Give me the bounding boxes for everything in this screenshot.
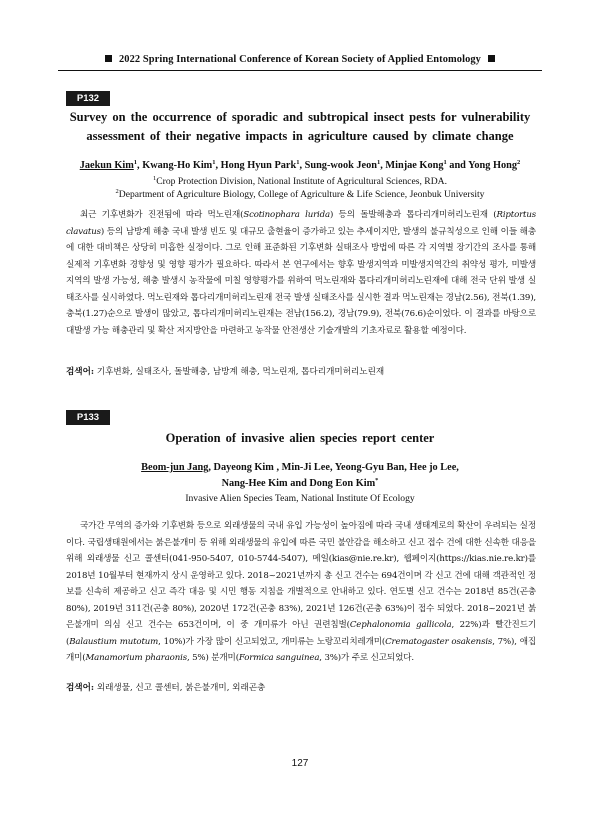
body-text: 국가간 무역의 증가와 기후변화 등으로 외래생물의 국내 유입 가능성이 높아짐에 따라 국내 생태계로의 확산이 우려되는 실정이다. 국립생태원에서는 붉은불개미 등 위해 외래생물의 유입에 따른 국민 불안감을 해소하고 신고 접수 건에 대한 신속한 대응을 위해 외래생물 신고 콜센터(041-950-5407, 010-5744-5407), 메일(kias@nie.re.kr), 웹페이지(https://kias.nie.re.kr)를 2018년 10월부터 현재까지 상시 운영하고 있다. 2018~2021년까지 총 신고 건수는 694건이며 각 신고 건에 대해 객관적인 정보를 신속히 제공하고 신고 즉각 대응 및 시민 행동 지침을 개별적으로 안내하고 있다. 연도별 신고 건수는 2018년 85건(곤충 80%), 2019년 311건(곤충 80%), 2020년 172건(곤충 83%), 2021년 126건(곤충 63%)이 접수 되었다. 2018~2021년 붉은불개미 의심 신고 건수는 653건이며, 이 중 개미류가 아닌 권련침벌( [66,521,536,630]
author-name: Beom-jun Jang [141,462,209,473]
author-line [58,476,542,492]
affiliation-text: Invasive Alien Species Team, National Institute Of Ecology [185,493,415,504]
author-list [58,460,542,492]
author-name: Dayeong Kim [213,462,274,473]
body-text: , 10%)가 가장 많이 신고되었고, 개미류는 노랑꼬리치레개미( [158,636,386,647]
abstract-body [66,207,536,339]
keywords-line [66,365,536,377]
affiliation-line [58,188,542,201]
square-bullet-icon [105,55,112,62]
species-name: Balaustium mutotum [69,636,159,647]
affiliation-list [58,492,542,505]
author-list: Jaekun Kim$^1$, Kwang-Ho Kim$^1$, Hong Hyun Park$^1$, Sung-wook Jeon$^1$, Minjae Kong$^1$ and Yong Hong$^2$ [79,159,521,171]
body-text: 최근 기후변화가 진전됨에 따라 먹노린재( [80,210,244,220]
conference-header [58,54,542,65]
page-number: 127 [291,758,309,769]
abstract-title [58,429,542,448]
author-sup: 2 [517,159,521,166]
author-name: Yong Hong [468,160,518,171]
author-sup: 1 [133,159,138,166]
keywords-text: 기후변화, 실태조사, 돌발해충, 남방계 해충, 먹노린재, 톱다리개미허리노린재 [96,367,385,377]
author-name: Minjae Kong [385,160,444,171]
species-name: Scotinophara lurida [243,210,330,220]
affiliation-line [58,492,542,505]
author-sup: 1 [212,159,216,166]
author-sup: 1 [377,159,381,166]
conference-title: 2022 Spring International Conference of Korean Society of Applied Entomology [119,54,481,65]
keywords-text: 외래생물, 신고 콜센터, 붉은불개미, 외래곤충 [96,683,266,693]
body-text: ) 등의 돌발해충과 톱다리개미허리노린재 ( [329,210,497,220]
author-name: Kwang-Ho Kim [142,160,213,171]
author-name: Jaekun Kim [79,160,134,171]
species-name: Cephalonomia gallicola [349,620,452,630]
author-line: Beom-jun Jang, Dayeong Kim , Min-Ji Lee, Yeong-Gyu Ban, Hee jo Lee, [141,462,459,473]
species-name: Formica sanguinea [238,653,320,663]
body-text: , 5%) 분개미( [186,653,239,663]
author-name: Hong Hyun Park [220,160,297,171]
abstract-title [58,108,542,146]
header-rule [58,70,542,71]
affiliation-list [58,175,542,201]
affiliation-sup: 2 [115,188,119,195]
affiliation-text: Department of Agriculture Biology, College of Agriculture & Life Science, Jeonbuk University [118,189,485,200]
author-name: Hee jo Lee [409,462,457,473]
affiliation-text: Crop Protection Division, National Institute of Agricultural Sciences, RDA. [156,176,447,187]
author-name: Yeong-Gyu Ban [334,462,405,473]
author-sup: 1 [443,159,447,166]
abstract-title-line: Operation of invasive alien species report center [165,431,435,445]
author-sup: * [375,477,379,484]
author-sup: 1 [296,159,300,166]
abstract-id-badge: P132 [66,91,110,106]
author-name: Min-Ji Lee [281,462,330,473]
body-text: ) 등의 남방계 해충 국내 발생 빈도 및 대규모 출현율이 증가하고 있는 추세이지만, 발생의 불규칙성으로 인해 이들 해충에 대한 대비책은 상당히 미흡한 실정이다. 그로 인해 표준화된 기후변화 실태조사 방법에 따른 각 지역별 장기간의 조사를 통해 실제적 기후변화 경향성 및 영향 평가가 필요하다. 따라서 본 연구에서는 향후 발생지역과 미발생지역간의 취약성 평가, 미발생 지역의 발생 가능성, 해충 발생시 농작물에 미칠 영향평가를 위하여 먹노린재와 톱다리개미허리노린재에 대해 전국 단위 발생 실태조사를 실시하였다. 먹노린재와 톱다리개미허리노린재 전국 발생 실태조사를 실시한 결과 먹노린재는 경남(2.56), 전북(1.39), 충북(1.27)순으로 발생이 많았고, 톱다리개미허리노린재는 전남(156.2), 경남(79.9), 전북(76.6)순이었다. 이 결과를 바탕으로 대발생 가능 해충관리 및 확산 저지방안을 마련하고 농작물 안전생산 기술개발의 기초자료로 활용할 예정이다. [66,226,536,336]
author-name: Nang-Hee Kim and Dong Eon Kim [221,478,376,489]
abstract-title-line: assessment of their negative impacts in agriculture caused by climate change [86,129,514,143]
species-name: Riptortus clavatus [66,210,537,237]
square-bullet-icon [488,55,495,62]
abstract-body [66,518,536,667]
affiliation-line [58,175,542,188]
keywords-line [66,681,536,693]
body-text: , 3%)가 주로 신고되었다. [319,653,414,663]
body-text: , 7%), 애집개미( [66,636,536,663]
author-name: Sung-wook Jeon [304,160,377,171]
species-name: Manamorium pharaonis [85,653,187,663]
abstract-id-badge: P133 [66,410,110,425]
species-name: Crematogaster osakensis [385,636,493,647]
body-text: , 22%)과 빨간진드기( [66,620,536,647]
keywords-label: 검색어: [66,367,95,377]
keywords-label: 검색어: [66,683,95,693]
affiliation-sup: 1 [153,175,157,182]
abstract-title-line: Survey on the occurrence of sporadic and subtropical insect pests for vulnerability [69,110,531,124]
